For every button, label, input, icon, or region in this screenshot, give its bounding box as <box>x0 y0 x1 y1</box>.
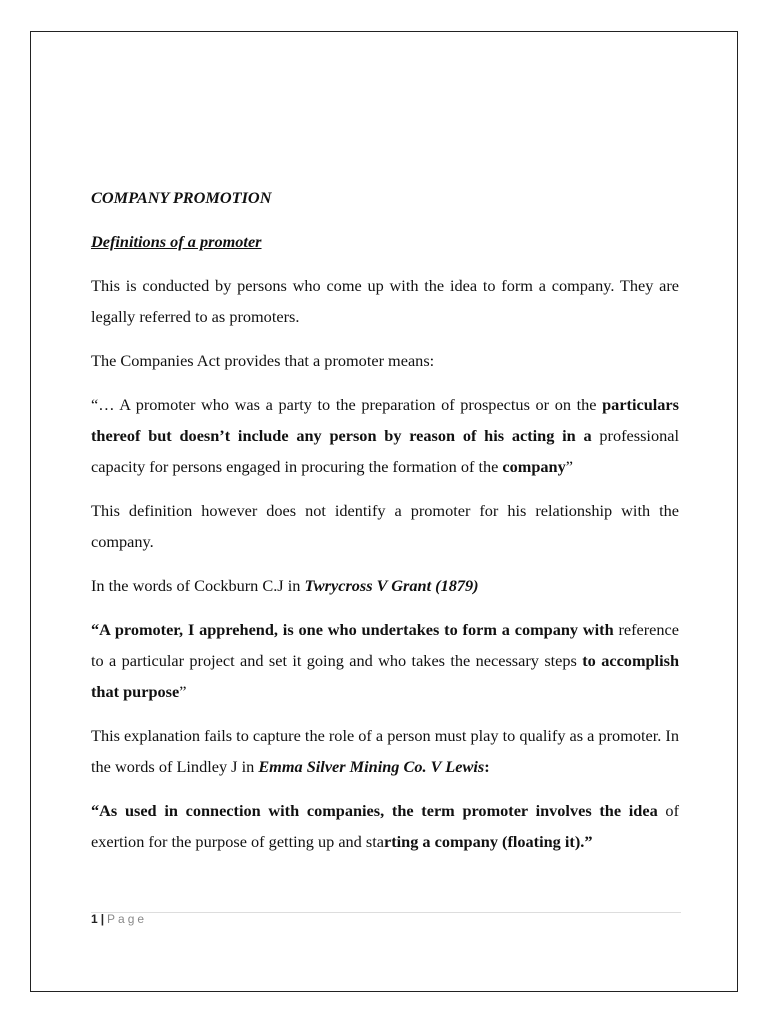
quote-close: ” <box>179 682 187 701</box>
page-number: 1 <box>91 912 98 926</box>
quote-close: ” <box>565 457 573 476</box>
section-heading: Definitions of a promoter <box>91 232 262 251</box>
quote-bold-text: to accomplish that purpose <box>91 651 679 701</box>
colon: : <box>484 757 490 776</box>
paragraph-2: The Companies Act provides that a promoter means: <box>91 351 435 370</box>
quote-text: “… A promoter who was a party to the preparation of prospectus or on the <box>91 395 603 414</box>
quote-companies-act <box>91 389 679 482</box>
quote-bold-text: “A promoter, I apprehend, is one who undertakes to form a company with <box>91 620 614 639</box>
quote-bold-text: rting a company (floating it).” <box>383 832 593 851</box>
quote-text: professional capacity for persons engaged in procuring the formation of the <box>91 426 679 476</box>
case-citation: Twrycross V Grant (1879) <box>304 576 479 595</box>
paragraph-text: This explanation fails to capture the role of a person must play to qualify as a promoter. In the words of Lindley J in <box>91 726 679 776</box>
case-citation: Emma Silver Mining Co. V Lewis <box>258 757 485 776</box>
quote-cockburn <box>91 614 679 707</box>
quote-bold-text: particulars thereof but doesn’t include any person by reason of his acting in a <box>91 395 679 445</box>
quote-bold-text: “As used in connection with companies, the term promoter involves the idea <box>91 801 658 820</box>
paragraph-text: In the words of Cockburn C.J in <box>91 576 305 595</box>
quote-lindley <box>91 795 679 857</box>
quote-text: reference to a particular project and set it going and who takes the necessary steps <box>91 620 679 670</box>
quote-text: of exertion for the purpose of getting up and sta <box>91 801 679 851</box>
quote-bold-text: company <box>502 457 566 476</box>
document-body <box>91 182 679 857</box>
paragraph-1: This is conducted by persons who come up with the idea to form a company. They are legally referred to as promoters. <box>91 276 679 326</box>
page-label: Page <box>107 912 148 926</box>
paragraph-5 <box>91 720 679 782</box>
footer-divider <box>91 912 681 913</box>
document-title: COMPANY PROMOTION <box>91 188 272 207</box>
paragraph-3: This definition however does not identify a promoter for his relationship with the company. <box>91 501 679 551</box>
footer-separator: | <box>100 912 105 926</box>
page-footer <box>91 912 147 926</box>
document-page <box>30 31 738 992</box>
paragraph-4 <box>91 570 679 601</box>
